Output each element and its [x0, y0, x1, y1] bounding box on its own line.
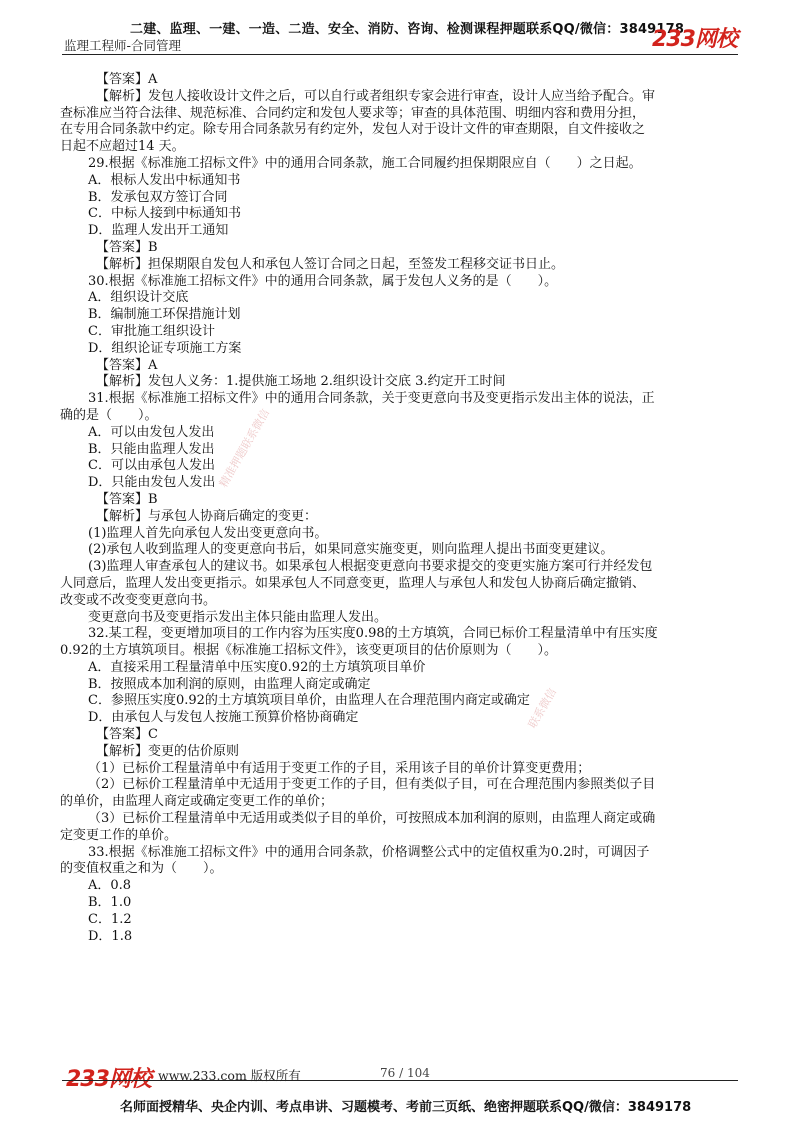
- text-line: (2)承包人收到监理人的变更意向书后，如果同意实施变更，则向监理人提出书面变更建议。: [88, 542, 614, 558]
- text-line: 定变更工作的单价。: [60, 827, 178, 843]
- option-line: D．1.8: [88, 928, 133, 944]
- answer-line: 【答案】A: [96, 357, 158, 373]
- text-line: 改变或不改变变更意向书。: [60, 592, 217, 608]
- page-footer: [0, 1062, 800, 1132]
- text-line: 在专用合同条款中约定。除专用合同条款另有约定外，发包人对于设计文件的审查期限，自文件接收之: [60, 122, 646, 138]
- answer-line: 【答案】B: [96, 491, 158, 507]
- option-line: A．根标人发出中标通知书: [88, 172, 241, 188]
- option-line: A．0.8: [88, 878, 132, 894]
- option-line: B．只能由监理人发出: [88, 441, 215, 457]
- option-line: B．按照成本加利润的原则，由监理人商定或确定: [88, 676, 371, 692]
- option-line: C．审批施工组织设计: [88, 323, 215, 339]
- header-divider: [62, 54, 738, 55]
- analysis-line: 【解析】与承包人协商后确定的变更：: [96, 508, 318, 524]
- option-line: B．发承包双方签订合同: [88, 189, 228, 205]
- option-line: D．监理人发出开工通知: [88, 223, 229, 239]
- question-line: 0.92的土方填筑项目。根据《标准施工招标文件》，该变更项目的估价原则为（ ）。: [60, 643, 557, 659]
- option-line: C．中标人接到中标通知书: [88, 206, 241, 222]
- text-line: 变更意向书及变更指示发出主体只能由监理人发出。: [88, 609, 388, 625]
- footer-contact-line: 名师面授精华、央企内训、考点串讲、习题模考、考前三页纸、绝密押题联系QQ/微信：3849178: [120, 1100, 692, 1115]
- question-line: 31.根据《标准施工招标文件》中的通用合同条款，关于变更意向书及变更指示发出主体的说法，正: [88, 391, 655, 407]
- text-line: （3）已标价工程量清单中无适用或类似子目的单价，可按照成本加利润的原则，由监理人商定或确: [88, 811, 656, 827]
- text-line: (1)监理人首先向承包人发出变更意向书。: [88, 525, 328, 541]
- question-line: 32.某工程，变更增加项目的工作内容为压实度0.98的土方填筑，合同已标价工程量清单中有压实度: [88, 626, 658, 642]
- option-line: C．可以由承包人发出: [88, 458, 215, 474]
- document-body: [60, 72, 740, 945]
- text-line: （2）已标价工程量清单中无适用于变更工作的子目，但有类似子目，可在合理范围内参照类似子目: [88, 777, 656, 793]
- watermark: 精准押题联系微信: [216, 406, 273, 490]
- text-line: 人同意后，监理人发出变更指示。如果承包人不同意变更，监理人与承包人和发包人协商后确定撤销、: [60, 575, 646, 591]
- answer-line: 【答案】C: [96, 727, 158, 743]
- option-line: C．参照压实度0.92的土方填筑项目单价，由监理人在合理范围内商定或确定: [88, 693, 530, 709]
- watermark: 联系微信: [525, 685, 560, 731]
- option-line: D．组织论证专项施工方案: [88, 340, 242, 356]
- text-line: (3)监理人审查承包人的建议书。如果承包人根据变更意向书要求提交的变更实施方案可行并经发包: [88, 559, 653, 575]
- text-line: 查标准应当符合法律、规范标准、合同约定和发包人要求等；审查的具体范围、明细内容和费用分担，: [60, 105, 646, 121]
- answer-line: 【答案】A: [96, 72, 158, 87]
- option-line: B．编制施工环保措施计划: [88, 307, 241, 323]
- option-line: B．1.0: [88, 895, 132, 911]
- page-header: [0, 0, 800, 60]
- option-line: A．直接采用工程量清单中压实度0.92的土方填筑项目单价: [88, 659, 426, 675]
- text-line: 日起不应超过14 天。: [60, 139, 185, 155]
- analysis-line: 【解析】担保期限自发包人和承包人签订合同之日起，至签发工程移交证书日止。: [96, 256, 565, 272]
- header-subject-title: 监理工程师-合同管理: [64, 38, 182, 53]
- header-contact-line: 二建、监理、一建、一造、二造、安全、消防、咨询、检测课程押题联系QQ/微信：3849178: [130, 22, 685, 37]
- question-line: 29.根据《标准施工招标文件》中的通用合同条款，施工合同履约担保期限应自（ ）之日起。: [88, 155, 642, 171]
- option-line: D．只能由发包人发出: [88, 475, 216, 491]
- answer-line: 【答案】B: [96, 239, 158, 255]
- text-line: 确的是（ ）。: [60, 407, 158, 423]
- analysis-line: 【解析】发包人接收设计文件之后，可以自行或者组织专家会进行审查，设计人应当给予配合。审: [96, 88, 656, 104]
- text-line: 的单价，由监理人商定或确定变更工作的单价；: [60, 794, 334, 810]
- footer-copyright: www.233.com 版权所有: [158, 1068, 301, 1083]
- option-line: A．组织设计交底: [88, 290, 189, 306]
- option-line: A．可以由发包人发出: [88, 424, 215, 440]
- text-line: （1）已标价工程量清单中有适用于变更工作的子目，采用该子目的单价计算变更费用；: [88, 760, 591, 776]
- footer-divider: [62, 1080, 738, 1081]
- option-line: C．1.2: [88, 911, 132, 927]
- option-line: D．由承包人与发包人按施工预算价格协商确定: [88, 710, 359, 726]
- brand-logo: 233网校: [652, 27, 737, 52]
- footer-brand-logo: 233网校: [66, 1067, 151, 1092]
- question-line: 30.根据《标准施工招标文件》中的通用合同条款，属于发包人义务的是（ ）。: [88, 273, 558, 289]
- question-line: 33.根据《标准施工招标文件》中的通用合同条款，价格调整公式中的定值权重为0.2时，可调因子: [88, 844, 650, 860]
- text-line: 的变值权重之和为（ ）。: [60, 861, 223, 877]
- page-number: 76 / 104: [380, 1066, 430, 1080]
- analysis-line: 【解析】发包人义务：1.提供施工场地 2.组织设计交底 3.约定开工时间: [96, 374, 506, 390]
- analysis-line: 【解析】变更的估价原则: [96, 743, 240, 759]
